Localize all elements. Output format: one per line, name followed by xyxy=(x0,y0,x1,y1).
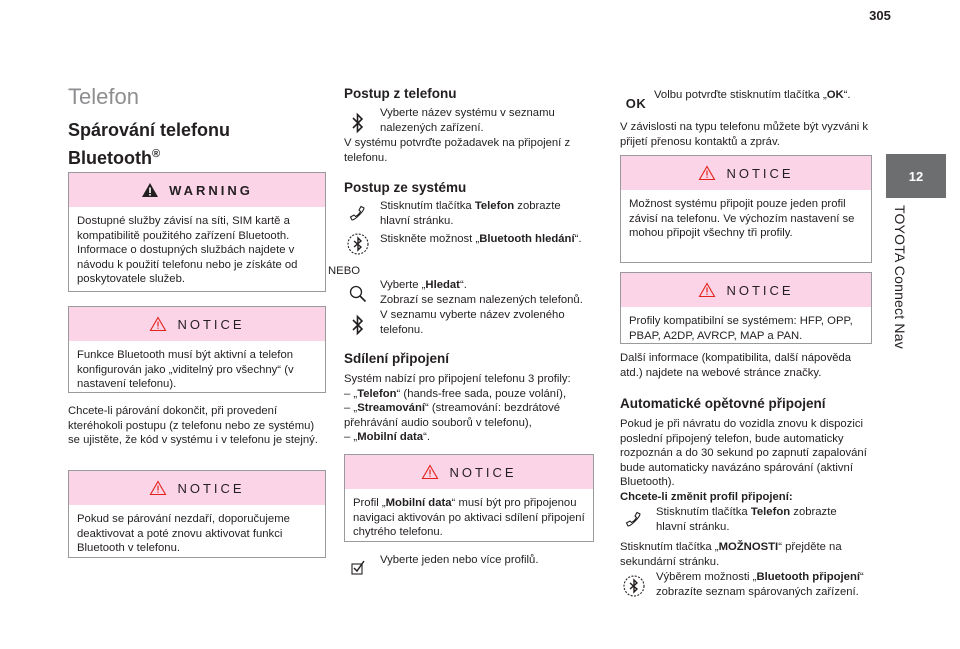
system-step-4-text: V seznamu vyberte název zvoleného telefonu. xyxy=(380,309,565,336)
notice-box xyxy=(620,272,872,344)
auto-step-1 xyxy=(620,505,872,534)
phone-confirm-text: V systému potvrďte požadavek na připojení z telefonu. xyxy=(344,137,571,164)
page-title-line2 xyxy=(68,142,230,170)
page-title-line1: Spárování telefonu xyxy=(68,120,231,140)
system-step-1 xyxy=(344,199,594,228)
notice-box xyxy=(68,470,326,558)
change-profile-heading: Chcete-li změnit profil připojení: xyxy=(620,490,793,503)
notice-text: Funkce Bluetooth musí být aktivní a telefon konfigurován jako „viditelný pro všechny“ (v nastavení telefonu). xyxy=(77,349,294,390)
page-title-line2-text: Bluetooth xyxy=(68,148,152,168)
select-profiles-text: Vyberte jeden nebo více profilů. xyxy=(380,554,539,566)
ok-step-text: Volbu potvrďte stisknutím tlačítka „OK“. xyxy=(654,89,851,101)
notice-label: NOTICE xyxy=(726,165,794,181)
notice-box xyxy=(344,454,594,542)
notice-box-head xyxy=(621,273,871,307)
notice-box xyxy=(620,155,872,263)
phone-handset-icon xyxy=(344,205,372,228)
notice-box-head xyxy=(345,455,593,489)
sharing-profile-phone: – „Telefon“ (hands-free sada, pouze volání), xyxy=(344,387,567,400)
auto-step-3 xyxy=(620,570,872,599)
notice-text: Pokud se párování nezdaří, doporučujeme deaktivovat a poté znovu aktivovat funkci Bluetooth v telefonu. xyxy=(77,513,290,554)
notice-icon xyxy=(698,165,716,181)
system-step-3-text: Vyberte „Hledat“. Zobrazí se seznam nalezených telefonů. xyxy=(380,279,583,306)
warning-label: WARNING xyxy=(169,182,253,198)
notice-text: Profily kompatibilní se systémem: HFP, OPP, PBAP, A2DP, AVRCP, MAP a PAN. xyxy=(629,315,853,342)
auto-reconnect-text xyxy=(620,417,872,504)
ok-button-icon xyxy=(620,96,652,111)
sharing-intro: Systém nabízí pro připojení telefonu 3 profily: xyxy=(344,373,571,385)
info-paragraph: Další informace (kompatibilita, další nápověda atd.) najdete na webové stránce značky. xyxy=(620,352,852,379)
section-title: Telefon xyxy=(68,84,139,109)
chapter-label xyxy=(886,205,946,465)
page-title xyxy=(68,118,230,170)
warning-box xyxy=(68,172,326,292)
auto-reconnect-paragraph: Pokud je při návratu do vozidla znovu k dispozici poslední připojený telefon, bude automaticky rozpoznán a do 30 sekund po zapnutí zapalování bude automaticky navázáno spárování (aktivní Bluetooth). xyxy=(620,418,867,488)
bluetooth-search-icon xyxy=(344,232,372,256)
contacts-paragraph: V závislosti na typu telefonu můžete být vyzváni k přijetí přenosu kontaktů a zpráv. xyxy=(620,121,869,148)
bluetooth-icon xyxy=(344,112,372,135)
notice-text: Profil „Mobilní data“ musí být pro připojenou navigaci aktivován po aktivaci sdílení připojení chytrého telefonu. xyxy=(353,497,585,538)
phone-step-text: Vyberte název systému v seznamu nalezených zařízení. xyxy=(380,107,555,134)
notice-text: Možnost systému připojit pouze jeden profil závisí na telefonu. Ve výchozím nastavení se mohou připojit všechny tři profily. xyxy=(629,198,855,239)
notice-label: NOTICE xyxy=(726,282,794,298)
auto-step-2-text: Stisknutím tlačítka „MOŽNOSTI“ přejděte na sekundární stránku. xyxy=(620,541,842,568)
notice-icon xyxy=(149,316,167,332)
warning-box-head xyxy=(69,173,325,207)
page-number: 305 xyxy=(869,8,891,23)
notice-label: NOTICE xyxy=(449,464,517,480)
checkbox-icon xyxy=(344,559,372,575)
search-icon xyxy=(344,284,372,307)
heading-auto-reconnect: Automatické opětovné připojení xyxy=(620,396,826,411)
sharing-profile-mobile-data: – „Mobilní data“. xyxy=(344,431,430,443)
system-step-3 xyxy=(344,278,594,307)
notice-box xyxy=(68,306,326,393)
ok-step xyxy=(620,88,872,111)
notice-box-head xyxy=(69,307,325,341)
notice-box-head xyxy=(69,471,325,505)
registered-mark: ® xyxy=(151,148,161,160)
ok-icon-label: OK xyxy=(625,96,647,111)
notice-box-head xyxy=(621,156,871,190)
heading-system-procedure: Postup ze systému xyxy=(344,180,467,195)
pairing-paragraph: Chcete-li párování dokončit, při provedení kteréhokoli postupu (z telefonu nebo ze systému) se ujistěte, že kód v systému i v telefonu je stejný. xyxy=(68,405,318,446)
phone-handset-icon xyxy=(620,511,648,534)
notice-icon xyxy=(149,480,167,496)
sharing-text xyxy=(344,372,594,445)
chapter-tab: 12 xyxy=(886,154,946,198)
bluetooth-icon xyxy=(344,314,372,337)
warning-icon xyxy=(141,182,159,198)
system-step-2-text: Stiskněte možnost „Bluetooth hledání“. xyxy=(380,233,582,245)
auto-step-3-text: Výběrem možnosti „Bluetooth připojení“ zobrazíte seznam spárovaných zařízení. xyxy=(656,571,864,598)
notice-icon xyxy=(421,464,439,480)
notice-label: NOTICE xyxy=(177,480,245,496)
or-label: NEBO xyxy=(328,265,361,277)
notice-icon xyxy=(698,282,716,298)
auto-step-1-text: Stisknutím tlačítka Telefon zobrazte hlavní stránku. xyxy=(656,506,837,533)
notice-label: NOTICE xyxy=(177,316,245,332)
select-profiles-step xyxy=(344,553,594,575)
system-step-4 xyxy=(344,308,594,337)
bluetooth-connection-icon xyxy=(620,574,648,599)
chapter-label-text: TOYOTA Connect Nav xyxy=(892,205,908,349)
heading-phone-procedure: Postup z telefonu xyxy=(344,86,457,101)
system-step-2 xyxy=(344,228,594,256)
heading-connection-sharing: Sdílení připojení xyxy=(344,351,450,366)
sharing-profile-streaming: – „Streamování“ (streamování: bezdrátové přehrávání audio souborů v telefonu), xyxy=(344,402,560,429)
system-step-1-text: Stisknutím tlačítka Telefon zobrazte hlavní stránku. xyxy=(380,200,561,227)
phone-step xyxy=(344,106,594,135)
warning-text: Dostupné služby závisí na síti, SIM kartě a kompatibilitě použitého zařízení Bluetooth. Informace o dostupných službách najdete v návodu k použití telefonu nebo je získáte od poskytovatele služeb. xyxy=(77,215,298,285)
